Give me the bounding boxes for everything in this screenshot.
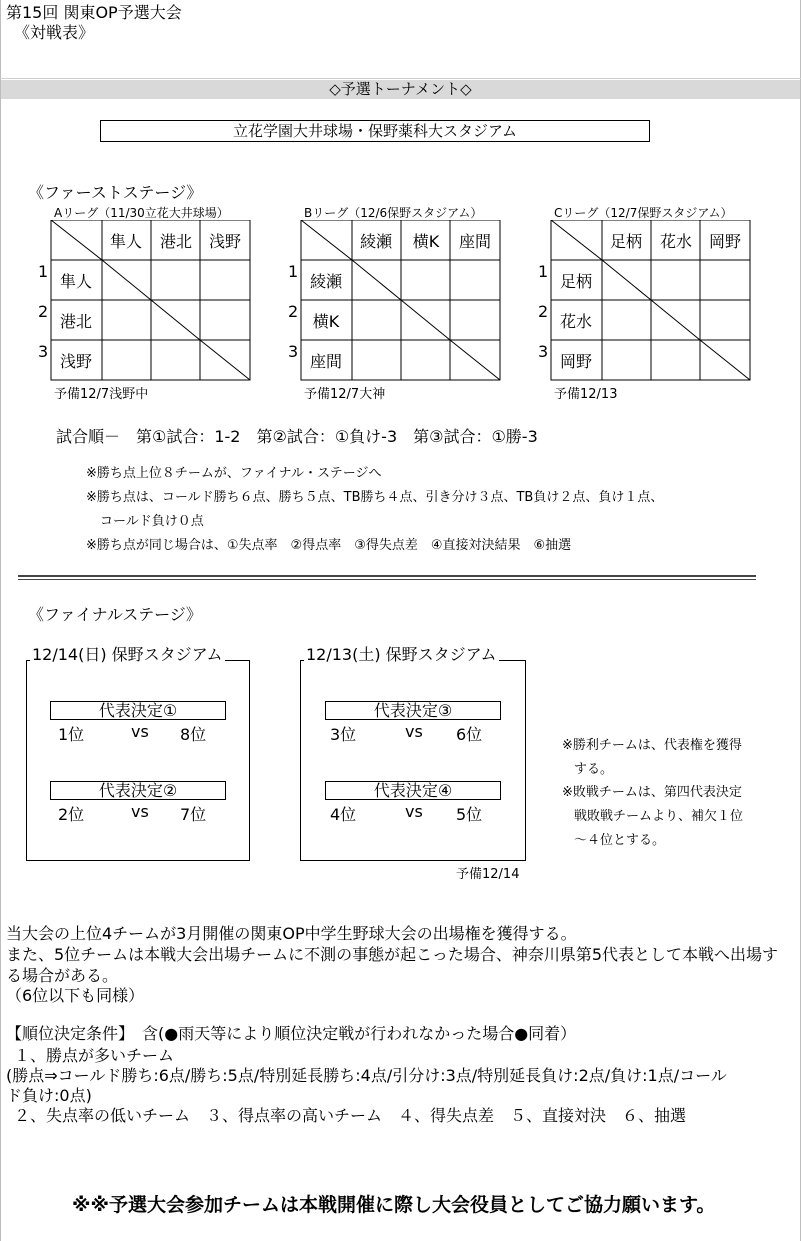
col-team: 足柄 [609,232,643,251]
match-vs: vs [131,802,149,821]
final-reserve: 予備12/14 [456,867,520,882]
match-right: 5位 [456,805,483,824]
match-order: 試合順－ 第①試合：1-2 第②試合：①負け-3 第③試合：①勝-3 [56,427,538,446]
row-number: 1 [288,262,299,281]
match-left: 2位 [58,805,85,824]
final-block-date: 12/13(土) 保野スタジアム [304,642,499,665]
row-team: 横K [312,312,340,331]
note-line: ※勝ち点は、コールド勝ち６点、勝ち５点、TB勝ち４点、引き分け３点、TB負け２点、負け１点、 [86,490,664,505]
rep-match-label: 代表決定③ [325,701,501,720]
col-team: 港北 [159,232,193,251]
rep-match-label: 代表決定② [50,781,226,800]
col-team: 横K [412,232,440,251]
match-right: 7位 [180,805,207,824]
row-number: 2 [288,302,299,321]
league-c-reserve: 予備12/13 [554,387,618,402]
section-banner: ◇予選トーナメント◇ [1,80,800,99]
page-border-left [0,0,1,1241]
row-team: 浅野 [59,352,93,371]
league-a-reserve: 予備12/7浅野中 [54,387,149,402]
section-divider [18,579,756,580]
match-right: 6位 [456,725,483,744]
match-vs: vs [405,802,423,821]
league-b-table [286,220,502,382]
final-block-date: 12/14(日) 保野スタジアム [30,642,225,665]
row-number: 3 [288,342,299,361]
row-team: 足柄 [559,272,593,291]
col-team: 花水 [659,232,693,251]
note-line: ※勝ち点が同じ場合は、①失点率 ②得点率 ③得失点差 ④直接対決結果 ⑥抽選 [86,538,572,553]
col-team: 座間 [458,232,492,251]
match-left: 1位 [58,725,85,744]
venue-box: 立花学園大井球場・保野薬科大スタジアム [100,120,650,142]
ranking-line: (勝点⇒コールド勝ち:6点/勝ち:5点/特別延長勝ち:4点/引分け:3点/特別延長負け:2点/負け:1点/コール [6,1066,727,1085]
note-line: コールド負け０点 [100,514,204,529]
row-team: 綾瀬 [309,272,343,291]
row-team: 隼人 [59,272,93,291]
match-right: 8位 [180,725,207,744]
ranking-line: １、勝点が多いチーム [14,1046,175,1065]
ranking-heading: 【順位決定条件】 含(●雨天等により順位決定戦が行われなかった場合●同着） [6,1024,577,1043]
info-line: る場合がある。 [6,966,119,985]
footer-notice: ※※予選大会参加チームは本戦開催に際し大会役員としてご協力願います。 [72,1194,716,1216]
document-title: 第15回 関東OP予選大会 [6,3,182,22]
ranking-line: ド負け:0点) [6,1086,92,1105]
row-team: 港北 [59,312,93,331]
side-note-line: ～４位とする。 [574,833,666,848]
first-stage-heading: 《ファーストステージ》 [28,183,203,202]
final-stage-heading: 《ファイナルステージ》 [28,605,202,624]
rep-match-label: 代表決定④ [325,781,501,800]
league-c-table [536,220,752,382]
row-number: 2 [38,302,49,321]
info-line: 当大会の上位4チームが3月開催の関東OP中学生野球大会の出場権を獲得する。 [6,924,577,943]
col-team: 浅野 [208,232,242,251]
final-block [300,660,526,861]
league-a-title: Aリーグ（11/30立花大井球場） [54,206,229,220]
match-vs: vs [131,722,149,741]
side-note-line: ※敗戦チームは、第四代表決定 [562,785,742,800]
info-line: （6位以下も同様） [6,986,145,1005]
row-number: 3 [538,342,549,361]
row-team: 座間 [309,352,343,371]
league-b-reserve: 予備12/7大神 [304,387,386,402]
section-divider [18,575,756,577]
document-subtitle: 《対戦表》 [14,23,95,42]
league-b-title: Bリーグ（12/6保野スタジアム） [304,206,483,220]
side-note-line: ※勝利チームは、代表権を獲得 [562,738,742,753]
row-team: 花水 [559,312,593,331]
side-note-line: する。 [574,762,614,777]
col-team: 隼人 [109,232,143,251]
row-number: 1 [538,262,549,281]
ranking-line: ２、失点率の低いチーム ３、得点率の高いチーム ４、得失点差 ５、直接対決 ６、抽選 [14,1106,687,1125]
row-team: 岡野 [559,352,593,371]
league-c-title: Cリーグ（12/7保野スタジアム） [554,206,733,220]
rep-match-label: 代表決定① [50,701,226,720]
side-note-line: 戦敗戦チームより、補欠１位 [574,809,744,824]
header-divider [0,78,801,79]
col-team: 綾瀬 [359,232,393,251]
final-block [26,660,250,861]
league-a-table [36,220,252,382]
col-team: 岡野 [708,232,742,251]
row-number: 2 [538,302,549,321]
match-left: 3位 [330,725,357,744]
note-line: ※勝ち点上位８チームが、ファイナル・ステージへ [86,466,382,481]
match-left: 4位 [330,805,357,824]
match-vs: vs [405,722,423,741]
row-number: 3 [38,342,49,361]
row-number: 1 [38,262,49,281]
info-line: また、5位チームは本戦大会出場チームに不測の事態が起こった場合、神奈川県第5代表として本戦へ出場す [6,945,779,964]
